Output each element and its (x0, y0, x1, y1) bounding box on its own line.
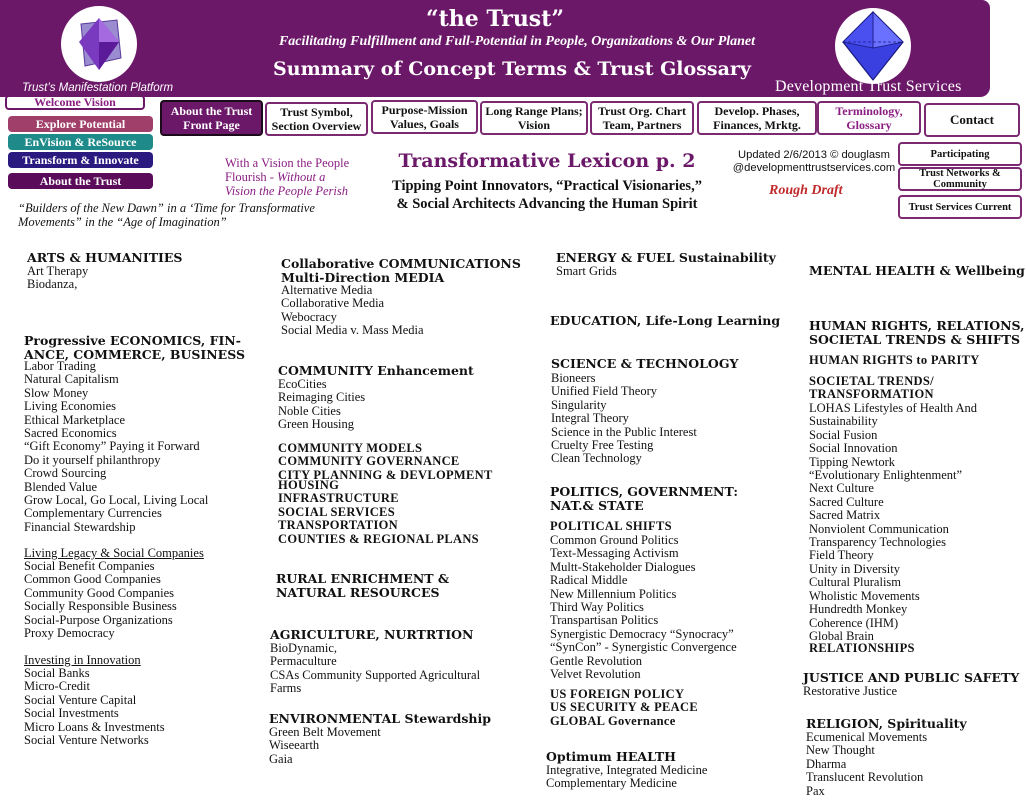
health-heading: Optimum HEALTH (546, 749, 676, 764)
list-item: Community Good Companies (24, 585, 174, 600)
societal-trends-list (809, 402, 977, 643)
societal-trends-heading-1: SOCIETAL TRENDS/ (809, 374, 934, 388)
nav-envision-resource[interactable]: EnVision & ReSource (8, 134, 153, 150)
lexicon-subtitle (362, 177, 732, 213)
list-item: Noble Cities (278, 403, 341, 418)
arts-heading: ARTS & HUMANITIES (27, 250, 183, 265)
economics-heading (24, 334, 245, 361)
human-rights-heading (809, 319, 1024, 346)
list-item: Dharma (806, 756, 847, 771)
list-item: Biodanza, (27, 277, 78, 292)
list-item: Science in the Public Interest (551, 424, 697, 439)
politics-heading (550, 485, 738, 512)
list-item: “Evolutionary Enlightenment” (809, 468, 963, 483)
list-item: Integrative, Integrated Medicine (546, 763, 708, 777)
communications-heading (281, 257, 521, 284)
community-model-item: COMMUNITY MODELS (278, 441, 423, 455)
arts-list (27, 265, 88, 292)
nav-transform-innovate[interactable]: Transform & Innovate (8, 152, 153, 168)
list-item: Restorative Justice (803, 684, 898, 698)
nav-trust-services[interactable]: Trust Services Current (898, 195, 1022, 219)
updated-date: Updated 2/6/2013 © douglasm (738, 149, 890, 161)
list-item: Unity in Diversity (809, 561, 900, 576)
legacy-list (24, 560, 177, 640)
rough-draft-label: Rough Draft (769, 183, 843, 198)
lexicon-subtitle-2: & Social Architects Advancing the Human Spirit (396, 196, 698, 212)
list-item: Field Theory (809, 548, 874, 563)
vision-line-3: Vision the People Perish (225, 184, 349, 198)
community-sections (278, 479, 479, 546)
human-rights-parity: HUMAN RIGHTS to PARITY (809, 353, 980, 367)
foreign-policy-item: US SECURITY & PEACE (550, 700, 698, 715)
vision-line-2 (225, 170, 349, 184)
communications-list (281, 284, 424, 338)
list-item: Social Investments (24, 706, 119, 721)
political-shifts-heading: POLITICAL SHIFTS (550, 519, 672, 533)
community-heading: COMMUNITY Enhancement (278, 363, 474, 378)
list-item: Sustainability (809, 414, 878, 429)
investing-heading: Investing in Innovation (24, 653, 141, 667)
list-item: Proxy Democracy (24, 626, 115, 641)
politics-list (550, 534, 737, 681)
list-item: “SynCon” - Synergistic Convergence (550, 640, 737, 655)
list-item: Bioneers (551, 371, 596, 385)
list-item: Slow Money (24, 385, 89, 400)
community-section-item: TRANSPORTATION (278, 518, 398, 533)
mental-health-heading: MENTAL HEALTH & Wellbeing (809, 263, 1025, 278)
vision-quote (225, 156, 349, 198)
list-item: Crowd Sourcing (24, 466, 107, 481)
list-item: Micro-Credit (24, 679, 90, 694)
list-item: Gentle Revolution (550, 653, 642, 668)
author-email: @developmenttrustservices.com (732, 162, 896, 174)
list-item: Art Therapy (27, 264, 89, 278)
economics-heading-2: ANCE, COMMERCE, BUSINESS (24, 346, 245, 362)
list-item: Alternative Media (281, 283, 373, 297)
foreign-policy-item: US FOREIGN POLICY (550, 687, 685, 701)
tab-about-front-page[interactable]: About the Trust Front Page (160, 100, 263, 136)
list-item: Complementary Currencies (24, 506, 162, 521)
list-item: Cultural Pluralism (809, 575, 902, 590)
community-section-item: INFRASTRUCTURE (278, 491, 399, 506)
science-heading: SCIENCE & TECHNOLOGY (551, 356, 739, 371)
list-item: Social Benefit Companies (24, 559, 155, 573)
list-item: Financial Stewardship (24, 519, 136, 534)
update-info (732, 149, 896, 175)
list-item: Living Economies (24, 399, 116, 414)
investing-list (24, 667, 165, 747)
list-item: Common Good Companies (24, 572, 161, 587)
list-item: Clean Technology (551, 451, 642, 466)
tab-contact[interactable]: Contact (924, 103, 1020, 137)
list-item: Cruelty Free Testing (551, 438, 654, 453)
community-list (278, 378, 365, 432)
community-model-item: COMMUNITY GOVERNANCE (278, 454, 460, 469)
list-item: Sacred Matrix (809, 508, 881, 523)
org-name: Development Trust Services (775, 78, 962, 95)
community-section-item: COUNTIES & REGIONAL PLANS (278, 531, 479, 546)
agriculture-heading: AGRICULTURE, NURTRTION (270, 627, 474, 642)
list-item: Reimaging Cities (278, 390, 366, 405)
list-item: Green Belt Movement (269, 725, 381, 739)
list-item: Wiseearth (269, 738, 320, 753)
list-item: Transparency Technologies (809, 535, 946, 550)
list-item: Webocracy (281, 309, 337, 324)
tab-long-range-plans[interactable]: Long Range Plans; Vision (480, 101, 588, 135)
list-item: Natural Capitalism (24, 372, 119, 387)
community-section-item: HOUSING (278, 478, 340, 492)
communications-heading-2: Multi-Direction MEDIA (281, 269, 445, 285)
religion-list (806, 731, 927, 798)
list-item: Green Housing (278, 417, 355, 432)
tab-org-chart[interactable]: Trust Org. Chart Team, Partners (590, 101, 694, 135)
tab-trust-symbol[interactable]: Trust Symbol, Section Overview (265, 102, 368, 136)
health-list (546, 764, 707, 791)
politics-heading-2: NAT.& STATE (550, 497, 644, 513)
list-item: Next Culture (809, 481, 874, 496)
nav-participating[interactable]: Participating (898, 142, 1022, 166)
list-item: “Gift Economy” Paying it Forward (24, 439, 200, 454)
relationships-heading: RELATIONSHIPS (809, 641, 915, 655)
list-item: Multt-Stakeholder Dialogues (550, 559, 696, 574)
list-item: Collaborative Media (281, 296, 385, 311)
list-item: Synergistic Democracy “Synocracy” (550, 626, 734, 641)
list-item: Farms (270, 681, 302, 696)
human-rights-heading-1: HUMAN RIGHTS, RELATIONS, (809, 318, 1025, 333)
list-item: Social Fusion (809, 427, 878, 442)
foreign-policy-item: GLOBAL Governance (550, 713, 676, 728)
environmental-heading: ENVIRONMENTAL Stewardship (269, 711, 492, 726)
education-heading: EDUCATION, Life-Long Learning (550, 313, 781, 328)
builders-quote: “Builders of the New Dawn” in a ‘Time for Transformative Movements” in the “Age of Imagination” (18, 201, 315, 229)
list-item: Sacred Economics (24, 426, 117, 441)
vision-line-2b: Without a (277, 170, 326, 184)
list-item: Wholistic Movements (809, 588, 920, 603)
energy-list (556, 265, 617, 278)
communications-heading-1: Collaborative COMMUNICATIONS (281, 256, 521, 271)
legacy-heading: Living Legacy & Social Companies (24, 546, 204, 560)
community-models (278, 442, 493, 482)
list-item: Social-Purpose Organizations (24, 612, 173, 627)
religion-heading: RELIGION, Spirituality (806, 716, 967, 731)
science-list (551, 372, 697, 466)
list-item: Third Way Politics (550, 600, 644, 615)
nav-welcome-vision[interactable]: Welcome Vision (5, 95, 145, 110)
list-item: Translucent Revolution (806, 770, 924, 785)
list-item: Ecumenical Movements (806, 730, 928, 744)
justice-heading: JUSTICE AND PUBLIC SAFETY (803, 670, 1020, 685)
rural-heading-1: RURAL ENRICHMENT & (276, 571, 450, 586)
list-item: Social Venture Capital (24, 692, 137, 707)
list-item: Radical Middle (550, 573, 628, 588)
foreign-policy-list (550, 688, 698, 728)
list-item: Socially Responsible Business (24, 599, 177, 614)
lexicon-subtitle-1: Tipping Point Innovators, “Practical Visionaries,” (392, 178, 702, 194)
list-item: New Millennium Politics (550, 586, 677, 601)
list-item: Nonviolent Communication (809, 521, 949, 536)
list-item: Hundredth Monkey (809, 602, 908, 617)
list-item: Social Banks (24, 666, 90, 680)
societal-trends-heading-2: TRANSFORMATION (809, 387, 934, 402)
list-item: Social Media v. Mass Media (281, 323, 424, 338)
societal-trends-heading (809, 375, 934, 402)
list-item: Global Brain (809, 628, 874, 643)
list-item: Gaia (269, 751, 293, 766)
nav-explore-potential[interactable]: Explore Potential (8, 116, 153, 132)
human-rights-heading-2: SOCIETAL TRENDS & SHIFTS (809, 331, 1021, 347)
summary-heading: Summary of Concept Terms & Trust Glossary (273, 58, 751, 80)
nav-about-trust[interactable]: About the Trust (8, 173, 153, 189)
list-item: Tipping Newtork (809, 454, 896, 469)
justice-list (803, 685, 897, 698)
platform-label: Trust’s Manifestation Platform (22, 82, 174, 94)
rural-heading (276, 572, 449, 599)
energy-heading: ENERGY & FUEL Sustainability (556, 250, 776, 265)
list-item: Do it yourself philanthropy (24, 452, 161, 467)
agriculture-list (270, 642, 480, 696)
list-item: Micro Loans & Investments (24, 719, 165, 734)
list-item: Labor Trading (24, 359, 96, 373)
nav-trust-networks[interactable]: Trust Networks & Community (898, 167, 1022, 191)
list-item: Coherence (IHM) (809, 615, 899, 630)
tab-purpose-mission[interactable]: Purpose-Mission Values, Goals (371, 100, 478, 134)
economics-heading-1: Progressive ECONOMICS, FIN- (24, 333, 241, 348)
community-model-item: CITY PLANNING & DEVLOPMENT (278, 467, 493, 482)
list-item: Integral Theory (551, 411, 629, 426)
list-item: BioDynamic, (270, 641, 338, 655)
list-item: Blended Value (24, 479, 98, 494)
list-item: Complementary Medicine (546, 776, 677, 791)
vision-line-1: With a Vision the People (225, 156, 350, 170)
list-item: Common Ground Politics (550, 533, 679, 547)
list-item: Singularity (551, 397, 607, 412)
tab-develop-phases[interactable]: Develop. Phases, Finances, Mrktg. (697, 101, 817, 135)
economics-list (24, 360, 208, 534)
list-item: LOHAS Lifestyles of Health And (809, 401, 978, 415)
list-item: Ethical Marketplace (24, 412, 125, 427)
politics-heading-1: POLITICS, GOVERNMENT: (550, 484, 738, 499)
environmental-list (269, 726, 381, 766)
list-item: Social Venture Networks (24, 733, 149, 748)
tab-terminology-glossary[interactable]: Terminology, Glossary (817, 101, 921, 135)
lexicon-title: Transformative Lexicon p. 2 (398, 150, 696, 172)
list-item: Pax (806, 783, 825, 798)
list-item: Smart Grids (556, 264, 617, 278)
list-item: Permaculture (270, 654, 337, 669)
vision-line-2a: Flourish - (225, 170, 278, 184)
list-item: Grow Local, Go Local, Living Local (24, 493, 209, 508)
list-item: Text-Messaging Activism (550, 546, 679, 561)
list-item: Transpartisan Politics (550, 613, 659, 628)
rural-heading-2: NATURAL RESOURCES (276, 584, 440, 600)
list-item: EcoCities (278, 377, 327, 391)
list-item: Social Innovation (809, 441, 898, 456)
list-item: New Thought (806, 743, 875, 758)
community-section-item: SOCIAL SERVICES (278, 504, 395, 519)
list-item: Velvet Revolution (550, 667, 641, 682)
list-item: Unified Field Theory (551, 384, 657, 399)
list-item: Sacred Culture (809, 494, 884, 509)
list-item: CSAs Community Supported Agricultural (270, 667, 481, 682)
page-title: “the Trust” (425, 6, 565, 32)
page-subtitle: Facilitating Fulfillment and Full-Potential in People, Organizations & Our Planet (278, 34, 756, 49)
